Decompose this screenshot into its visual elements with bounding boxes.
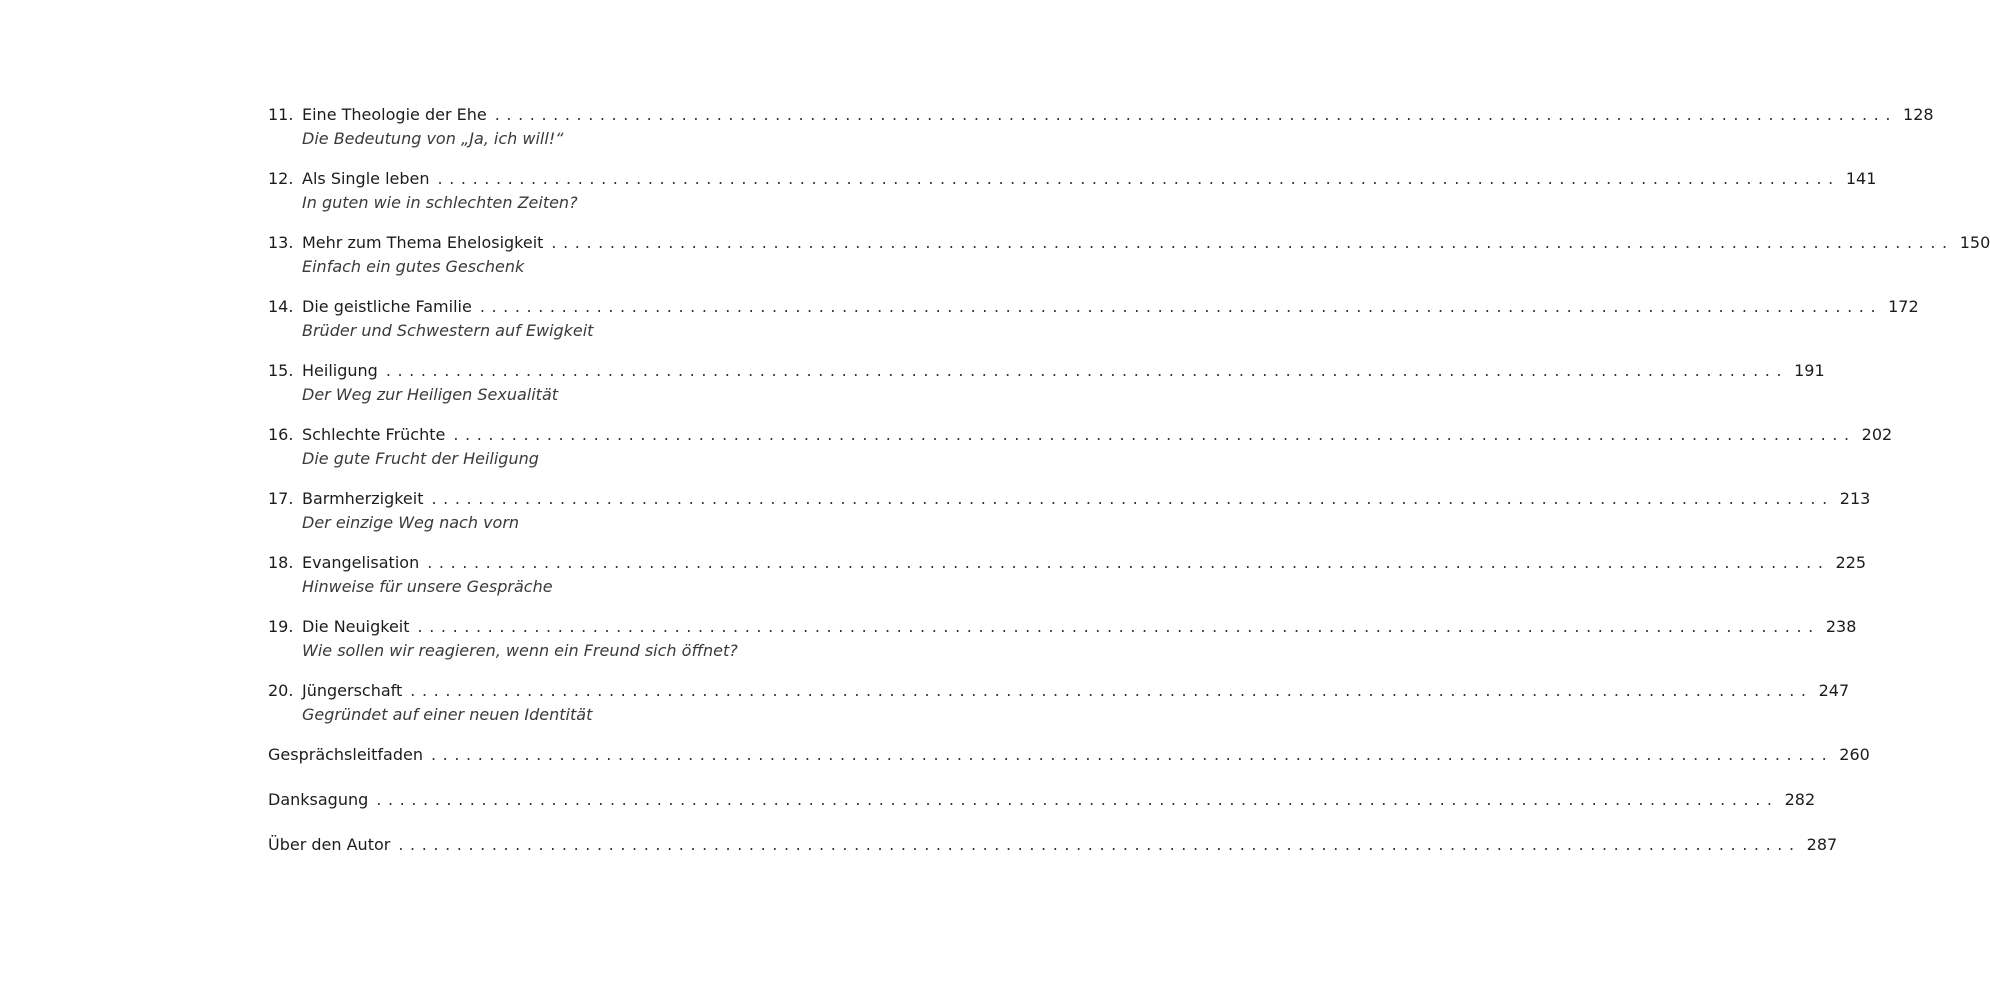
chapter-title: Eine Theologie der Ehe [302, 105, 487, 124]
chapter-number: 17. [268, 489, 294, 508]
chapter-title: Evangelisation [302, 553, 420, 572]
page-number: 225 [1835, 553, 1867, 572]
page-number: 172 [1888, 297, 1919, 316]
chapter-number: 19. [268, 617, 294, 636]
chapter-number: 20. [268, 681, 294, 700]
chapter-title: Heiligung [302, 361, 378, 380]
toc-entry-chapter-11 [268, 102, 1934, 166]
toc-entry-chapter-15 [268, 358, 1825, 422]
toc-line [268, 678, 1850, 704]
chapter-number: 18. [268, 553, 294, 572]
toc-entry-chapter-12 [268, 166, 1877, 230]
dot-leader: ........................................................................................................................ [431, 489, 1834, 508]
chapter-subtitle: Gegründet auf einer neuen Identität [302, 705, 593, 724]
chapter-title: Schlechte Früchte [302, 425, 446, 444]
chapter-title: Als Single leben [302, 169, 430, 188]
chapter-title: Die geistliche Familie [302, 297, 472, 316]
dot-leader: ........................................................................................................................ [551, 233, 1954, 252]
toc-line [268, 486, 1871, 512]
section-title: Danksagung [268, 790, 369, 809]
toc-line [268, 742, 1870, 768]
dot-leader: ........................................................................................................................ [410, 681, 1813, 700]
toc-entry-about-author [268, 832, 1838, 877]
chapter-number: 14. [268, 297, 294, 316]
toc-entry-discussion-guide [268, 742, 1870, 787]
chapter-subtitle: Der einzige Weg nach vorn [302, 513, 520, 532]
chapter-number: 12. [268, 169, 294, 188]
chapter-title: Jüngerschaft [302, 681, 403, 700]
chapter-number: 13. [268, 233, 294, 252]
chapter-number: 15. [268, 361, 294, 380]
toc-entry-chapter-18 [268, 550, 1867, 614]
chapter-title: Die Neuigkeit [302, 617, 410, 636]
page-number: 287 [1806, 835, 1838, 854]
toc-entry-chapter-14 [268, 294, 1919, 358]
toc-entry-chapter-19 [268, 614, 1857, 678]
dot-leader: ........................................................................................................................ [385, 361, 1789, 380]
toc-line [268, 102, 1934, 128]
chapter-subtitle: Brüder und Schwestern auf Ewigkeit [302, 321, 594, 340]
chapter-subtitle: Einfach ein gutes Geschenk [302, 257, 525, 276]
toc-line [268, 422, 1893, 448]
dot-leader: ........................................................................................................................ [417, 617, 1820, 636]
toc-line [268, 550, 1867, 576]
chapter-number: 11. [268, 105, 294, 124]
dot-leader: ........................................................................................................................ [398, 835, 1801, 854]
toc-line [268, 166, 1877, 192]
dot-leader: ........................................................................................................................ [427, 553, 1830, 572]
toc-entry-chapter-13 [268, 230, 1990, 294]
dot-leader: ........................................................................................................................ [430, 745, 1834, 764]
page-number: 238 [1825, 617, 1857, 636]
chapter-subtitle: Wie sollen wir reagieren, wenn ein Freund sich öffnet? [302, 641, 738, 660]
page-number: 247 [1818, 681, 1850, 700]
chapter-subtitle: Der Weg zur Heiligen Sexualität [302, 385, 559, 404]
table-of-contents [268, 102, 1990, 877]
chapter-title: Mehr zum Thema Ehelosigkeit [302, 233, 544, 252]
page-number: 128 [1903, 105, 1934, 124]
chapter-subtitle: Die gute Frucht der Heiligung [302, 449, 539, 468]
toc-entry-chapter-16 [268, 422, 1893, 486]
dot-leader: ........................................................................................................................ [453, 425, 1856, 444]
chapter-subtitle: Die Bedeutung von „Ja, ich will!“ [302, 129, 564, 148]
page-number: 202 [1861, 425, 1893, 444]
section-title: Über den Autor [268, 835, 391, 854]
chapter-subtitle: In guten wie in schlechten Zeiten? [302, 193, 578, 212]
toc-entry-chapter-20 [268, 678, 1850, 742]
toc-line [268, 787, 1816, 813]
chapter-number: 16. [268, 425, 294, 444]
toc-entry-chapter-17 [268, 486, 1871, 550]
page-number: 141 [1845, 169, 1877, 188]
toc-line [268, 294, 1919, 320]
dot-leader: ........................................................................................................................ [437, 169, 1840, 188]
dot-leader: ........................................................................................................................ [479, 297, 1883, 316]
page-number: 191 [1794, 361, 1825, 380]
section-title: Gesprächsleitfaden [268, 745, 423, 764]
dot-leader: ........................................................................................................................ [376, 790, 1779, 809]
page-number: 260 [1839, 745, 1870, 764]
toc-line [268, 614, 1857, 640]
page-number: 213 [1839, 489, 1871, 508]
toc-line [268, 230, 1990, 256]
toc-line [268, 832, 1838, 858]
dot-leader: ........................................................................................................................ [494, 105, 1898, 124]
toc-entry-acknowledgements [268, 787, 1816, 832]
toc-line [268, 358, 1825, 384]
page-number: 150 [1959, 233, 1990, 252]
chapter-subtitle: Hinweise für unsere Gespräche [302, 577, 553, 596]
page-number: 282 [1784, 790, 1816, 809]
chapter-title: Barmherzigkeit [302, 489, 424, 508]
